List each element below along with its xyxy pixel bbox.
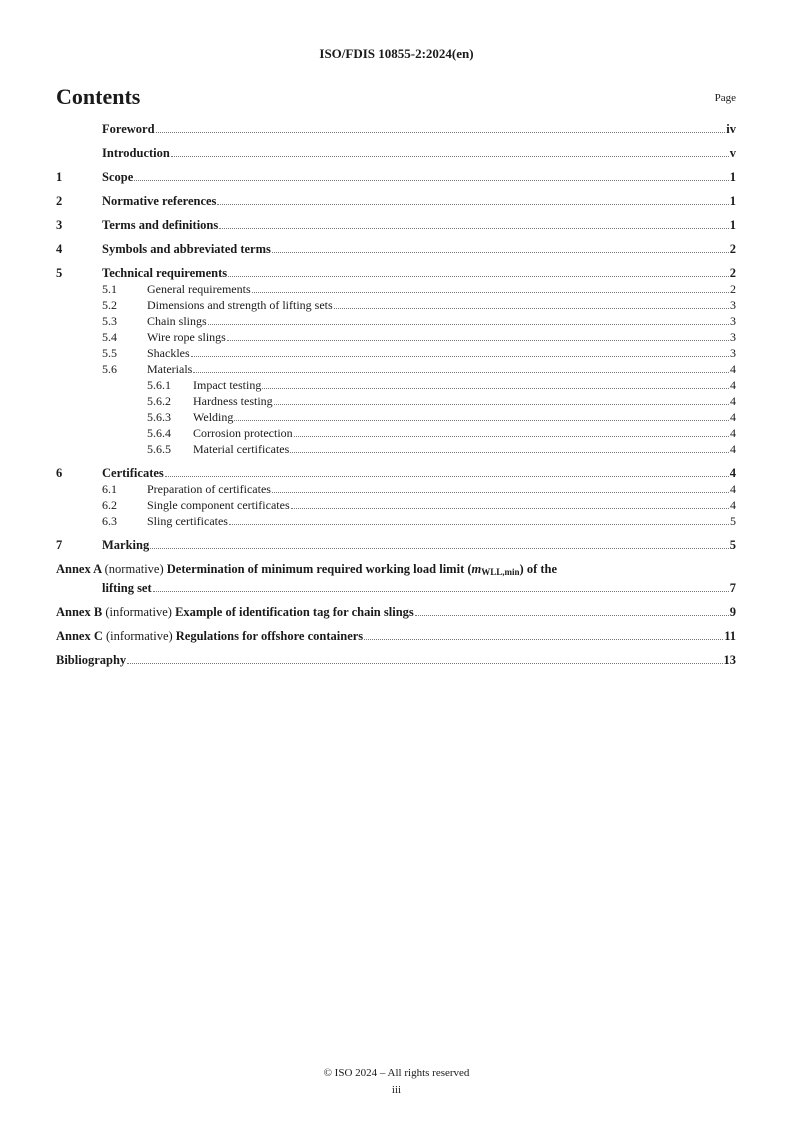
annex-name: Annex C (56, 629, 103, 643)
toc-entry-number: 5.6.2 (147, 394, 171, 408)
toc-entry-page: 5 (729, 538, 736, 552)
toc-entry-number: 4 (56, 242, 63, 256)
dot-leader (262, 388, 729, 389)
page-title: Contents (56, 84, 141, 109)
toc-entry-number: 3 (56, 218, 63, 232)
toc-entry-title: Symbols and abbreviated terms (102, 242, 271, 256)
toc-entry[interactable] (56, 425, 736, 441)
toc-entry-number: 7 (56, 538, 63, 552)
toc-entry[interactable] (56, 393, 736, 409)
toc-entry-title: Foreword (102, 122, 155, 136)
toc-entry-number: 5.6.3 (147, 410, 171, 424)
dot-leader (274, 404, 729, 405)
toc-entry[interactable] (56, 241, 736, 257)
toc-entry-title: Certificates (102, 466, 164, 480)
toc-entry-title: General requirements (147, 282, 251, 296)
copyright-footer: © ISO 2024 – All rights reserved (323, 1067, 470, 1079)
annex-a-line-1 (56, 561, 736, 580)
toc-entry[interactable] (56, 497, 736, 513)
toc-entry-page: 4 (730, 378, 736, 392)
toc-entry-title: Material certificates (193, 442, 290, 456)
dot-leader (171, 156, 729, 157)
dot-leader (208, 324, 729, 325)
toc-entry[interactable] (56, 313, 736, 329)
dot-leader (234, 420, 729, 421)
toc-entry-number: 5.2 (102, 298, 117, 312)
toc-entry-title: Terms and definitions (102, 218, 219, 232)
toc-entry-title: Introduction (102, 146, 170, 160)
toc-entry-title: Impact testing (193, 378, 262, 392)
toc-entry-title: Marking (102, 538, 150, 552)
toc-entry-number: 6 (56, 466, 63, 480)
toc-entry-number: 5.6.5 (147, 442, 171, 456)
toc-entry-page: 1 (729, 170, 736, 184)
annex-name: Annex B (56, 605, 103, 619)
toc-entry-page: 9 (729, 605, 736, 619)
toc-entry-page: 4 (729, 466, 736, 480)
annex-label (56, 628, 363, 644)
toc-entry-title: Sling certificates (147, 514, 228, 528)
table-of-contents (56, 121, 736, 668)
dot-leader (294, 436, 729, 437)
toc-entry[interactable] (56, 481, 736, 497)
dot-leader (127, 663, 722, 664)
math-symbol: m (471, 562, 482, 576)
dot-leader (165, 476, 729, 477)
dot-leader (227, 340, 729, 341)
toc-entry-title: Chain slings (147, 314, 207, 328)
annex-title: Regulations for offshore containers (175, 629, 364, 643)
toc-entry[interactable] (56, 513, 736, 529)
toc-entry-title: Bibliography (56, 653, 127, 667)
dot-leader (334, 308, 729, 309)
toc-entry[interactable] (56, 537, 736, 553)
toc-entry-number: 2 (56, 194, 63, 208)
annex-kind: (normative) (104, 562, 164, 576)
toc-entry-title: Shackles (147, 346, 190, 360)
toc-entry[interactable] (56, 465, 736, 481)
toc-entry[interactable] (56, 145, 736, 161)
math-subscript: WLL,min (481, 567, 520, 577)
toc-entry-annex[interactable] (56, 628, 736, 644)
toc-entry-page: 4 (730, 362, 736, 376)
toc-entry-number: 6.1 (102, 482, 117, 496)
toc-entry-title: Scope (102, 170, 134, 184)
page-number: iii (391, 1084, 402, 1096)
toc-entry-page: 3 (730, 298, 736, 312)
toc-entry-number: 1 (56, 170, 63, 184)
toc-entry-page: 3 (730, 314, 736, 328)
toc-entry[interactable] (56, 217, 736, 233)
annex-title: Example of identification tag for chain slings (175, 605, 414, 619)
toc-entry-page: 3 (730, 346, 736, 360)
toc-entry-page: 4 (730, 410, 736, 424)
annex-kind: (informative) (106, 629, 173, 643)
dot-leader (415, 615, 729, 616)
dot-leader (290, 452, 729, 453)
toc-entry-number: 5.6.1 (147, 378, 171, 392)
dot-leader (156, 132, 726, 133)
toc-entry-number: 5.1 (102, 282, 117, 296)
toc-entry-title: Technical requirements (102, 266, 228, 280)
toc-entry-bibliography[interactable] (56, 652, 736, 668)
toc-entry[interactable] (56, 409, 736, 425)
toc-entry-page: 2 (729, 266, 736, 280)
dot-leader (272, 492, 729, 493)
toc-entry-page: 7 (729, 581, 736, 595)
dot-leader (229, 524, 729, 525)
toc-entry-title: Dimensions and strength of lifting sets (147, 298, 333, 312)
toc-entry-title: Materials (147, 362, 193, 376)
toc-entry-number: 5.6 (102, 362, 117, 376)
toc-entry[interactable] (56, 193, 736, 209)
toc-entry[interactable] (56, 345, 736, 361)
toc-entry-annex[interactable] (56, 604, 736, 620)
dot-leader (217, 204, 728, 205)
toc-entry-page: 3 (730, 330, 736, 344)
toc-entry-page: 1 (729, 194, 736, 208)
dot-leader (252, 292, 729, 293)
toc-entry[interactable] (56, 441, 736, 457)
toc-entry-number: 5.4 (102, 330, 117, 344)
annex-title: Determination of minimum required working load limit ( (166, 562, 472, 576)
toc-entry-number: 5.6.4 (147, 426, 171, 440)
toc-entry-number: 6.3 (102, 514, 117, 528)
dot-leader (272, 252, 729, 253)
toc-entry-title: Wire rope slings (147, 330, 226, 344)
annex-kind: (informative) (105, 605, 172, 619)
toc-entry-page: iv (726, 122, 736, 136)
toc-entry-annex-a[interactable] (56, 561, 736, 596)
dot-leader (134, 180, 729, 181)
toc-entry-page: 4 (730, 498, 736, 512)
dot-leader (150, 548, 729, 549)
toc-entry-page: 2 (729, 242, 736, 256)
toc-entry-page: 11 (724, 629, 736, 643)
toc-entry-page: 4 (730, 482, 736, 496)
document-header: ISO/FDIS 10855-2:2024(en) (319, 46, 474, 61)
toc-entry-page: 4 (730, 426, 736, 440)
dot-leader (191, 356, 729, 357)
toc-entry-title: Corrosion protection (193, 426, 293, 440)
toc-entry-number: 6.2 (102, 498, 117, 512)
toc-entry-title: Normative references (102, 194, 217, 208)
toc-entry[interactable] (56, 169, 736, 185)
toc-entry-page: 4 (730, 394, 736, 408)
toc-entry[interactable] (56, 361, 736, 377)
toc-entry[interactable] (56, 281, 736, 297)
dot-leader (219, 228, 729, 229)
toc-entry-page: 5 (730, 514, 736, 528)
dot-leader (228, 276, 729, 277)
toc-entry-number: 5.5 (102, 346, 117, 360)
annex-label (56, 604, 414, 620)
toc-entry[interactable] (56, 297, 736, 313)
annex-title-cont: ) of the (519, 562, 558, 576)
toc-entry-page: v (729, 146, 736, 160)
toc-entry-page: 2 (730, 282, 736, 296)
toc-entry[interactable] (56, 121, 736, 137)
toc-entry-page: 1 (729, 218, 736, 232)
annex-a-line-2 (56, 580, 736, 596)
annex-name: Annex A (56, 562, 102, 576)
toc-entry-title: Single component certificates (147, 498, 290, 512)
toc-entry-number: 5.3 (102, 314, 117, 328)
annex-title-cont: lifting set (102, 581, 152, 595)
page-column-label: Page (714, 92, 736, 104)
dot-leader (364, 639, 723, 640)
dot-leader (153, 591, 729, 592)
toc-entry[interactable] (56, 265, 736, 281)
toc-entry[interactable] (56, 329, 736, 345)
toc-entry-number: 5 (56, 266, 63, 280)
toc-entry-page: 13 (723, 653, 736, 667)
dot-leader (193, 372, 729, 373)
toc-entry-title: Preparation of certificates (147, 482, 271, 496)
toc-entry-page: 4 (730, 442, 736, 456)
toc-entry-title: Hardness testing (193, 394, 273, 408)
dot-leader (291, 508, 729, 509)
toc-entry[interactable] (56, 377, 736, 393)
toc-entry-title: Welding (193, 410, 234, 424)
